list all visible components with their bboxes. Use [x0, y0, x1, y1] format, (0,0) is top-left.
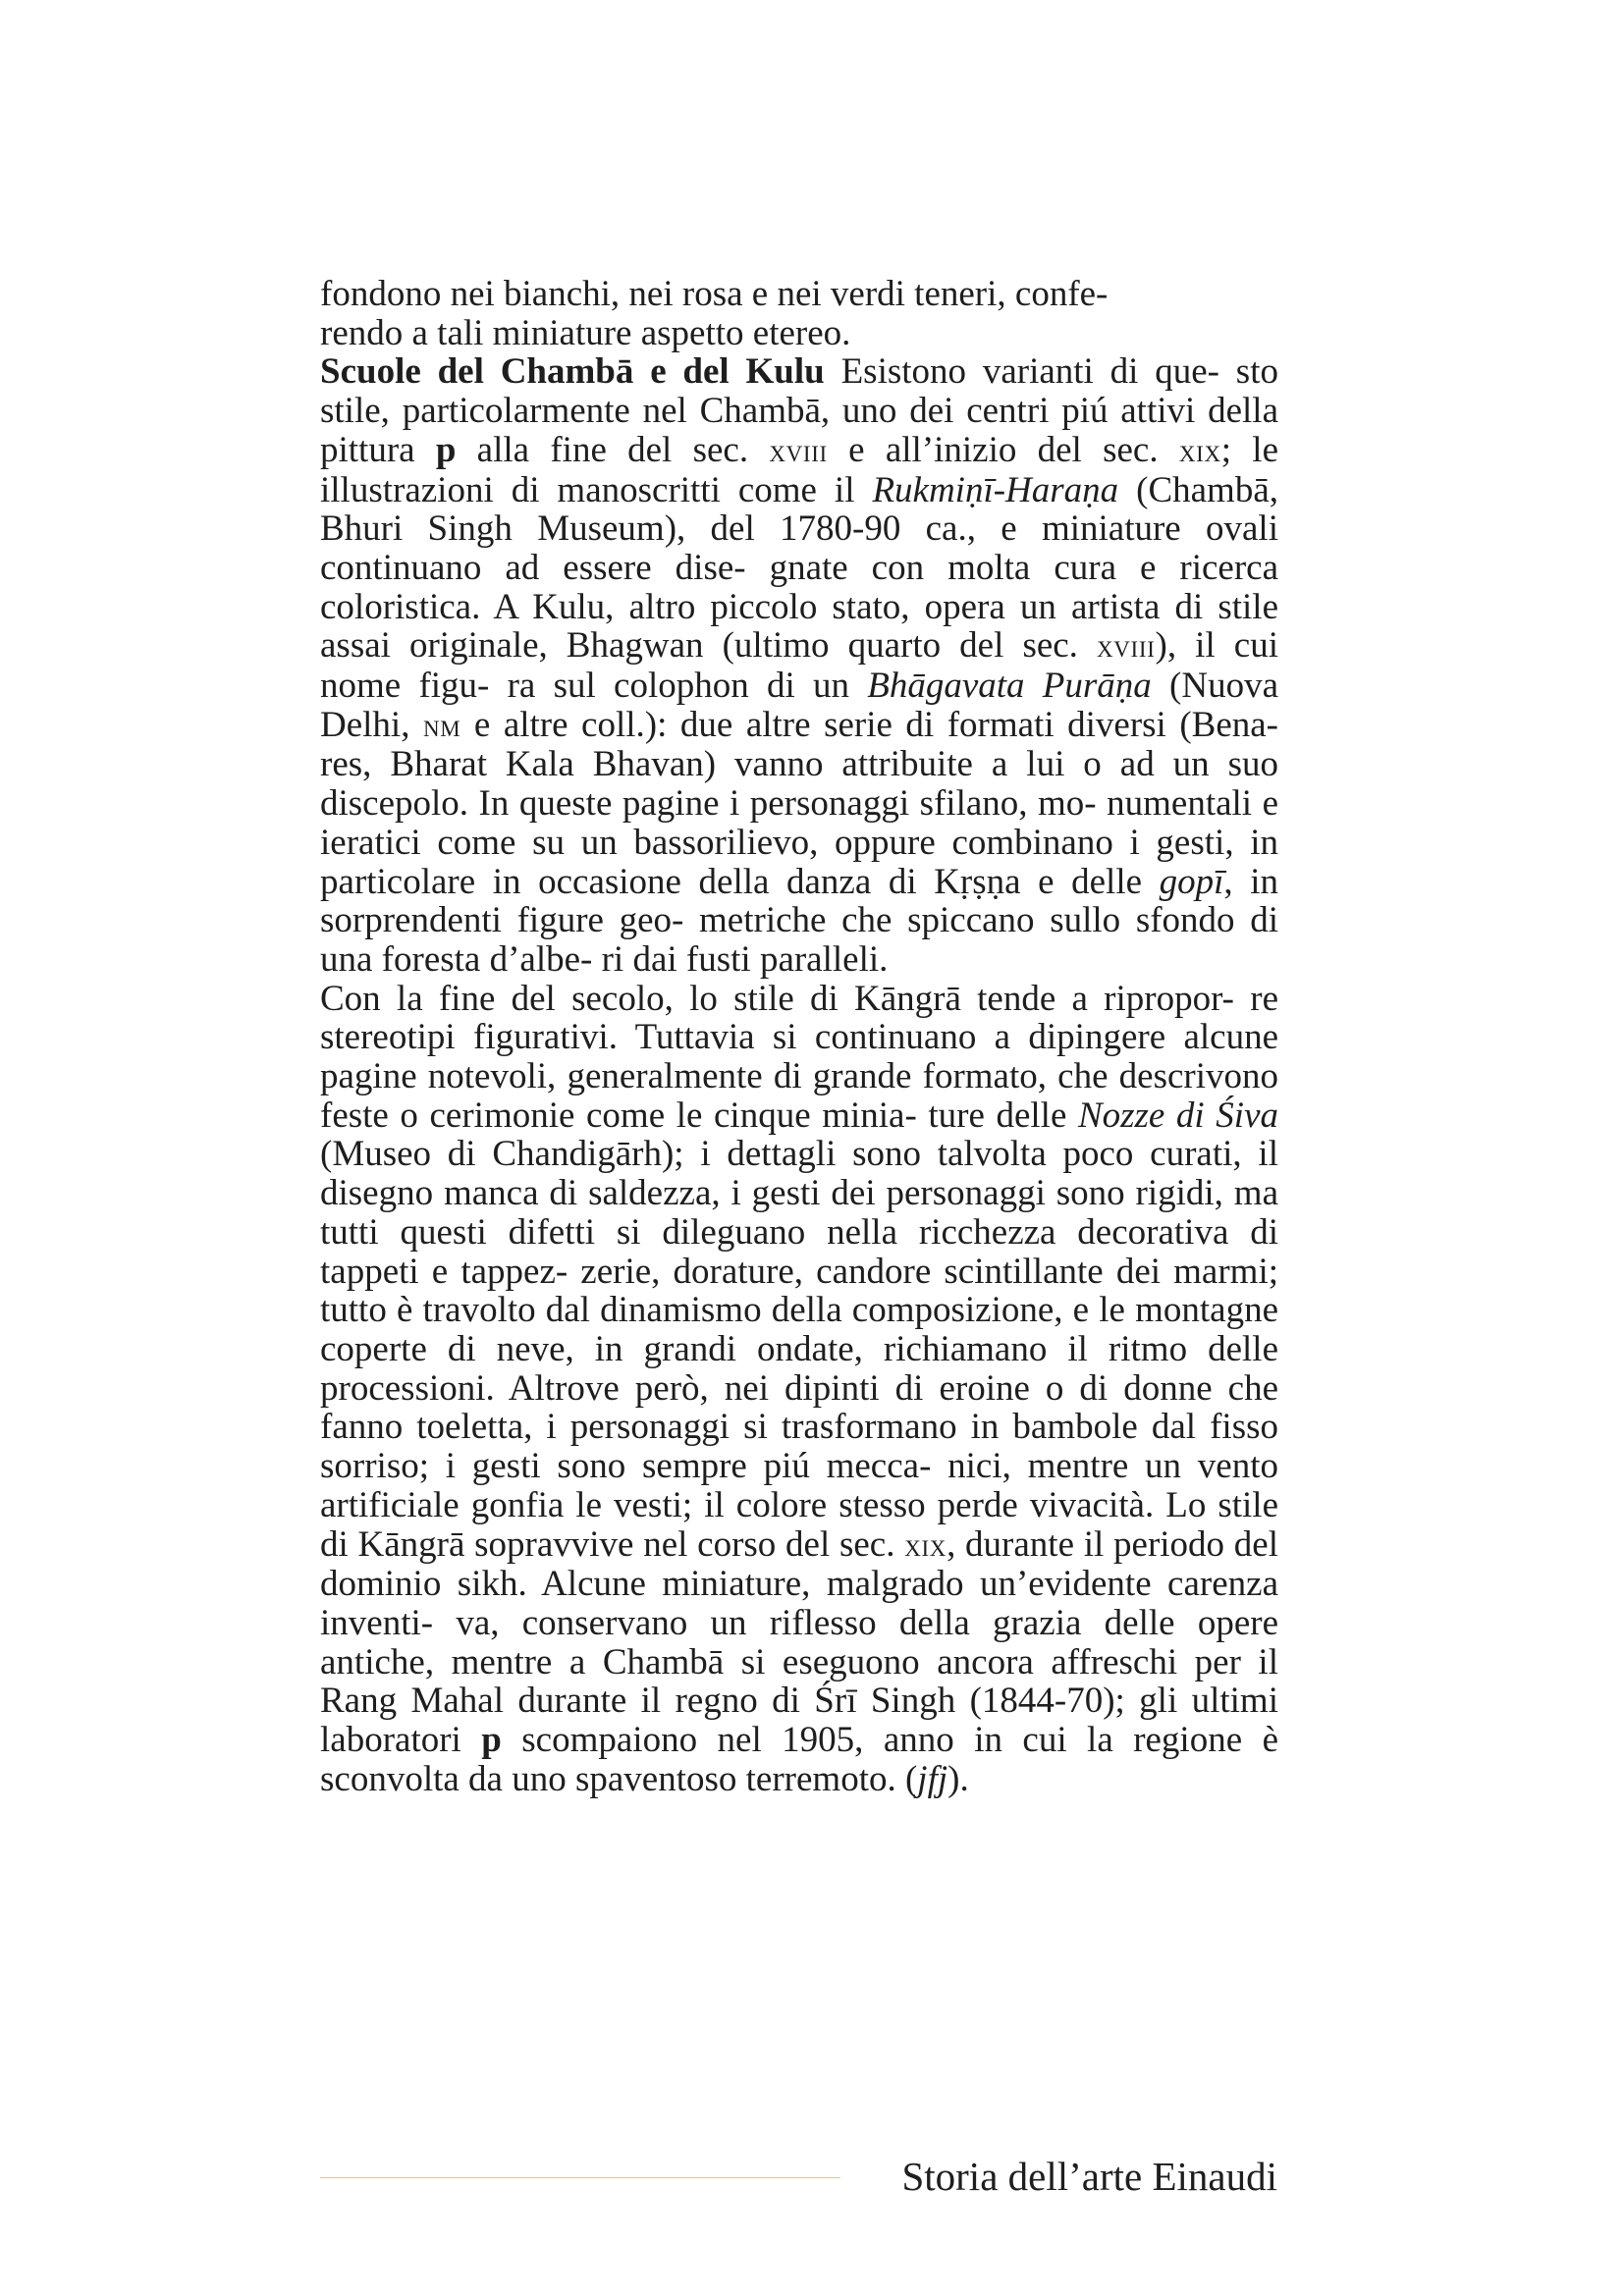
- bold-p: p: [435, 429, 457, 470]
- paragraph-1-line-1: fondono nei bianchi, nei rosa e nei verdi teneri, confe-: [320, 274, 1109, 314]
- paragraph-2: [320, 352, 1278, 979]
- italic-title: Rukmiṇī-Haraṇa: [872, 469, 1119, 510]
- museum-abbrev: nm: [422, 707, 461, 744]
- text-run: (Chambā, Bhuri Singh Museum), del 1780-90 ca., e miniature ovali continuano ad essere dise- gnate con molta cura e ricerca coloristica. A Kulu, altro piccolo stato, opera un artista di stile assai originale, Bhagwan (ultimo quarto del sec.: [320, 469, 1279, 667]
- text-run: e altre coll.): due altre serie di formati diversi (Bena- res, Bharat Kala Bhavan) vanno attribuite a lui o ad un suo discepolo. In queste pagine i personaggi sfilano, mo- numentali e ieratici come su un bassorilievo, oppure combinano i gesti, in particolare in occasione della danza di Kṛṣṇa e delle: [320, 704, 1279, 902]
- text-run: (Nuova Delhi,: [320, 666, 1278, 745]
- italic-term: gopī: [1159, 861, 1224, 902]
- text-run: scompaiono nel 1905, anno in cui la regione è sconvolta da uno spaventoso terremoto. (: [320, 1720, 1278, 1799]
- italic-title: Bhāgavata Purāṇa: [867, 666, 1152, 707]
- paragraph-1-line-2: rendo a tali miniature aspetto etereo.: [320, 312, 851, 353]
- paragraph-1: [320, 275, 1278, 352]
- century-numeral: xix: [904, 1526, 947, 1564]
- text-run: Con la fine del secolo, lo stile di Kāngrā tende a ripropor- re stereotipi figurativi. Tuttavia si continuano a dipingere alcune pagine notevoli, generalmente di grande formato, che descrivono feste o cerimonie come le cinque minia- ture delle: [320, 978, 1278, 1136]
- main-text-block: [320, 275, 1278, 1798]
- century-numeral: xviii: [769, 432, 828, 469]
- text-run: e all’inizio del sec.: [827, 429, 1179, 470]
- author-initials: jfj: [917, 1758, 948, 1799]
- text-run: ).: [947, 1758, 969, 1799]
- text-run: (Museo di Chandigārh); i dettagli sono talvolta poco curati, il disegno manca di saldezza, i gesti dei personaggi sono rigidi, ma tutti questi difetti si dileguano nella ricchezza decorativa di tappeti e tappez- zerie, dorature, candore scintillante dei marmi; tutto è travolto dal dinamismo della composizione, e le montagne coperte di neve, in grandi ondate, richiamano il ritmo delle processioni. Altrove però, nei dipinti di eroine o di donne che fanno toeletta, i personaggi si trasformano in bambole dal fisso sorriso; i gesti sono sempre piú mecca- nici, mentre un vento artificiale gonfia le vesti; il colore stesso perde vivacità. Lo stile di Kāngrā sopravvive nel corso del sec.: [320, 1134, 1278, 1565]
- century-numeral: xviii: [1097, 628, 1156, 666]
- bold-p: p: [481, 1720, 502, 1761]
- footer-rule: [320, 2177, 840, 2178]
- century-numeral: xix: [1178, 432, 1221, 469]
- footer-title: Storia dell’arte Einaudi: [901, 2154, 1277, 2199]
- italic-title: Nozze di Śiva: [1077, 1095, 1278, 1136]
- text-run: , in sorprendenti figure geo- metriche che spiccano sullo sfondo di una foresta d’albe- ri dai fusti paralleli.: [320, 861, 1278, 980]
- section-heading: Scuole del Chambā e del Kulu: [320, 351, 825, 393]
- text-run: , durante il periodo del dominio sikh. Alcune miniature, malgrado un’evidente carenza inventi- va, conservano un riflesso della grazia delle opere antiche, mentre a Chambā si eseguono ancora affreschi per il Rang Mahal durante il regno di Śrī Singh (1844-70); gli ultimi laboratori: [320, 1523, 1278, 1761]
- paragraph-3: [320, 980, 1278, 1799]
- text-run: Esistono varianti di que- sto stile, particolarmente nel Chambā, uno dei centri piú attivi della pittura: [320, 351, 1278, 470]
- text-run: ), il cui nome figu- ra sul colophon di un: [320, 625, 1278, 707]
- text-run: ; le illustrazioni di manoscritti come il: [320, 429, 1278, 510]
- text-run: alla fine del sec.: [456, 429, 770, 470]
